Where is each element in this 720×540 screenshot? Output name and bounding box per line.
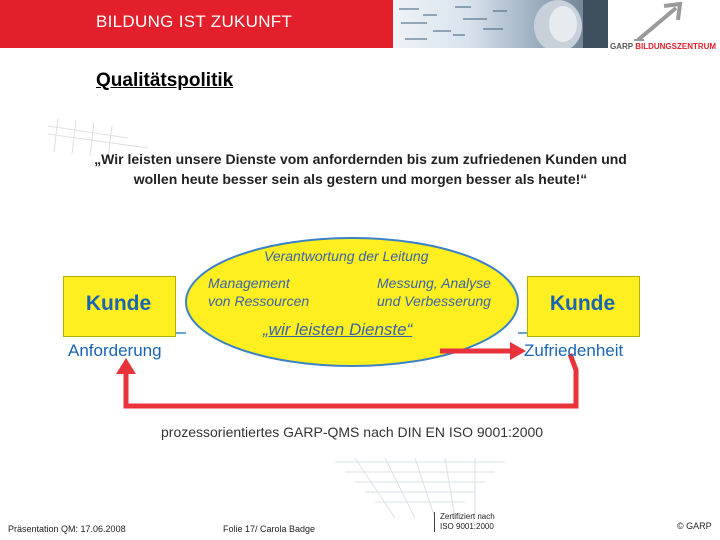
footer-slide-number: Folie 17/ Carola Badge: [223, 524, 316, 534]
satisfaction-label: Zufriedenheit: [524, 341, 624, 360]
footer-divider: [434, 512, 435, 532]
services-label: „wir leisten Dienste“: [263, 320, 413, 339]
watermark-grid-bottom: [335, 458, 505, 518]
resource-mgmt-label-1: Management: [208, 275, 290, 291]
logo-name-text: BILDUNGSZENTRUM: [635, 42, 717, 51]
quality-policy-quote: [78, 149, 643, 189]
footer-copyright: © GARP: [677, 521, 712, 531]
header-title: BILDUNG IST ZUKUNFT: [96, 12, 293, 31]
measurement-label-2: und Verbesserung: [377, 293, 491, 309]
footer-presentation-date: Präsentation QM: 17.06.2008: [8, 524, 126, 534]
requirement-label: Anforderung: [68, 341, 162, 360]
footer-cert-line-1: Zertifiziert nach: [440, 512, 495, 521]
diagram-caption: prozessorientiertes GARP-QMS nach DIN EN ISO 9001:2000: [161, 424, 544, 440]
customer-label-right: Kunde: [549, 292, 616, 315]
responsibility-label: Verantwortung der Leitung: [264, 248, 429, 264]
quote-line-2: wollen heute besser sein als gestern und morgen besser als heute!“: [133, 171, 588, 187]
logo-text: [610, 42, 716, 51]
quote-line-1: „Wir leisten unsere Dienste vom anfordernden bis zum zufriedenen Kunden und: [94, 151, 627, 167]
footer-certification: [440, 512, 495, 532]
logo-garp-text: GARP: [610, 42, 633, 51]
resource-mgmt-label-2: von Ressourcen: [208, 293, 310, 309]
measurement-label-1: Messung, Analyse: [377, 275, 491, 291]
slide-title: Qualitätspolitik: [96, 70, 234, 91]
customer-label-left: Kunde: [85, 292, 152, 315]
footer-cert-line-2: ISO 9001:2000: [440, 522, 494, 531]
header-banner-image: [393, 0, 608, 48]
